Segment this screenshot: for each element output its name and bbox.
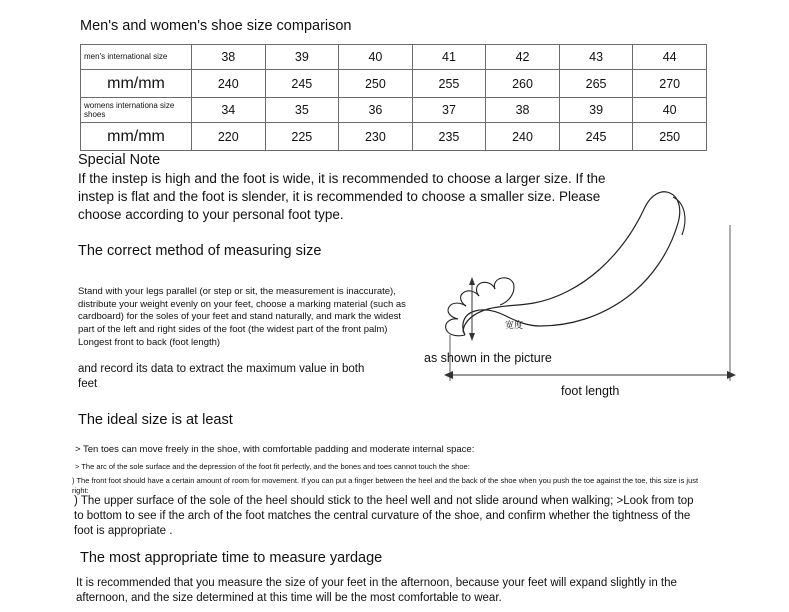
table-cell: 40 <box>633 98 707 123</box>
table-cell: 245 <box>265 70 339 98</box>
table-cell: 43 <box>559 45 633 70</box>
row-label: men's international size <box>81 45 192 70</box>
table-cell: 225 <box>265 123 339 151</box>
table-cell: 220 <box>192 123 266 151</box>
table-cell: 240 <box>486 123 560 151</box>
width-label: 宽度 <box>505 320 524 330</box>
table-cell: 230 <box>339 123 413 151</box>
table-row <box>81 98 707 123</box>
measuring-body-summary: and record its data to extract the maximum value in both feet <box>78 363 365 390</box>
table-cell: 38 <box>192 45 266 70</box>
page-title: Men's and women's shoe size comparison <box>80 18 352 34</box>
table-cell: 44 <box>633 45 707 70</box>
table-row <box>81 70 707 98</box>
measuring-heading: The correct method of measuring size <box>78 243 322 259</box>
table-row <box>81 45 707 70</box>
table-cell: 265 <box>559 70 633 98</box>
table-cell: 235 <box>412 123 486 151</box>
table-cell: 40 <box>339 45 413 70</box>
table-cell: 35 <box>265 98 339 123</box>
timing-heading: The most appropriate time to measure yardage <box>80 550 383 566</box>
table-cell: 39 <box>559 98 633 123</box>
special-note-body: If the instep is high and the foot is wide, it is recommended to choose a larger size. If the instep is flat and the foot is slender, it is recommended to choose a smaller size. Please choose according to your personal foot type. <box>78 171 606 222</box>
table-cell: 36 <box>339 98 413 123</box>
ideal-size-line-1: > Ten toes can move freely in the shoe, with comfortable padding and moderate internal space: <box>75 444 475 455</box>
special-note-heading: Special Note <box>78 152 161 168</box>
table-cell: 38 <box>486 98 560 123</box>
timing-body: It is recommended that you measure the size of your feet in the afternoon, because your feet will expand slightly in the afternoon, and the size determined at this time will be the most comfortable to wear. <box>76 577 677 604</box>
table-cell: 37 <box>412 98 486 123</box>
ideal-size-line-2: > The arc of the sole surface and the depression of the foot fit perfectly, and the bones and toes cannot touch the shoe: <box>75 462 470 471</box>
table-cell: 240 <box>192 70 266 98</box>
ideal-size-heading: The ideal size is at least <box>78 412 233 428</box>
as-shown-caption: as shown in the picture <box>424 351 552 365</box>
table-cell: 250 <box>339 70 413 98</box>
row-label: mm/mm <box>81 123 192 151</box>
row-label: mm/mm <box>81 70 192 98</box>
ideal-size-line-4: ) The upper surface of the sole of the heel should stick to the heel well and not slide around when walking; >Look from top to bottom to see if the arch of the foot matches the central curvature of the shoe, and confirm whether the tightness of the foot is appropriate . <box>74 495 694 537</box>
table-row <box>81 123 707 151</box>
measuring-body-detail: Stand with your legs parallel (or step or sit, the measurement is inaccurate), distribute your weight evenly on your feet, choose a marking material (such as cardboard) for the soles of your feet and stand naturally, and mark the widest part of the left and right sides of the foot (the widest part of the front palm) Longest front to back (foot length) <box>78 286 406 348</box>
table-cell: 245 <box>559 123 633 151</box>
size-comparison-table <box>80 44 707 151</box>
row-label: womens internationa size shoes <box>81 98 192 123</box>
foot-length-caption: foot length <box>561 384 620 398</box>
table-cell: 250 <box>633 123 707 151</box>
table-cell: 255 <box>412 70 486 98</box>
foot-measurement-diagram <box>430 185 760 405</box>
ideal-size-line-3: ) The front foot should have a certain amount of room for movement. If you can put a finger between the heel and the back of the shoe when you push the toe against the toe, this size is just right: <box>72 476 699 495</box>
table-cell: 41 <box>412 45 486 70</box>
table-cell: 260 <box>486 70 560 98</box>
table-cell: 34 <box>192 98 266 123</box>
table-cell: 42 <box>486 45 560 70</box>
table-cell: 270 <box>633 70 707 98</box>
table-cell: 39 <box>265 45 339 70</box>
